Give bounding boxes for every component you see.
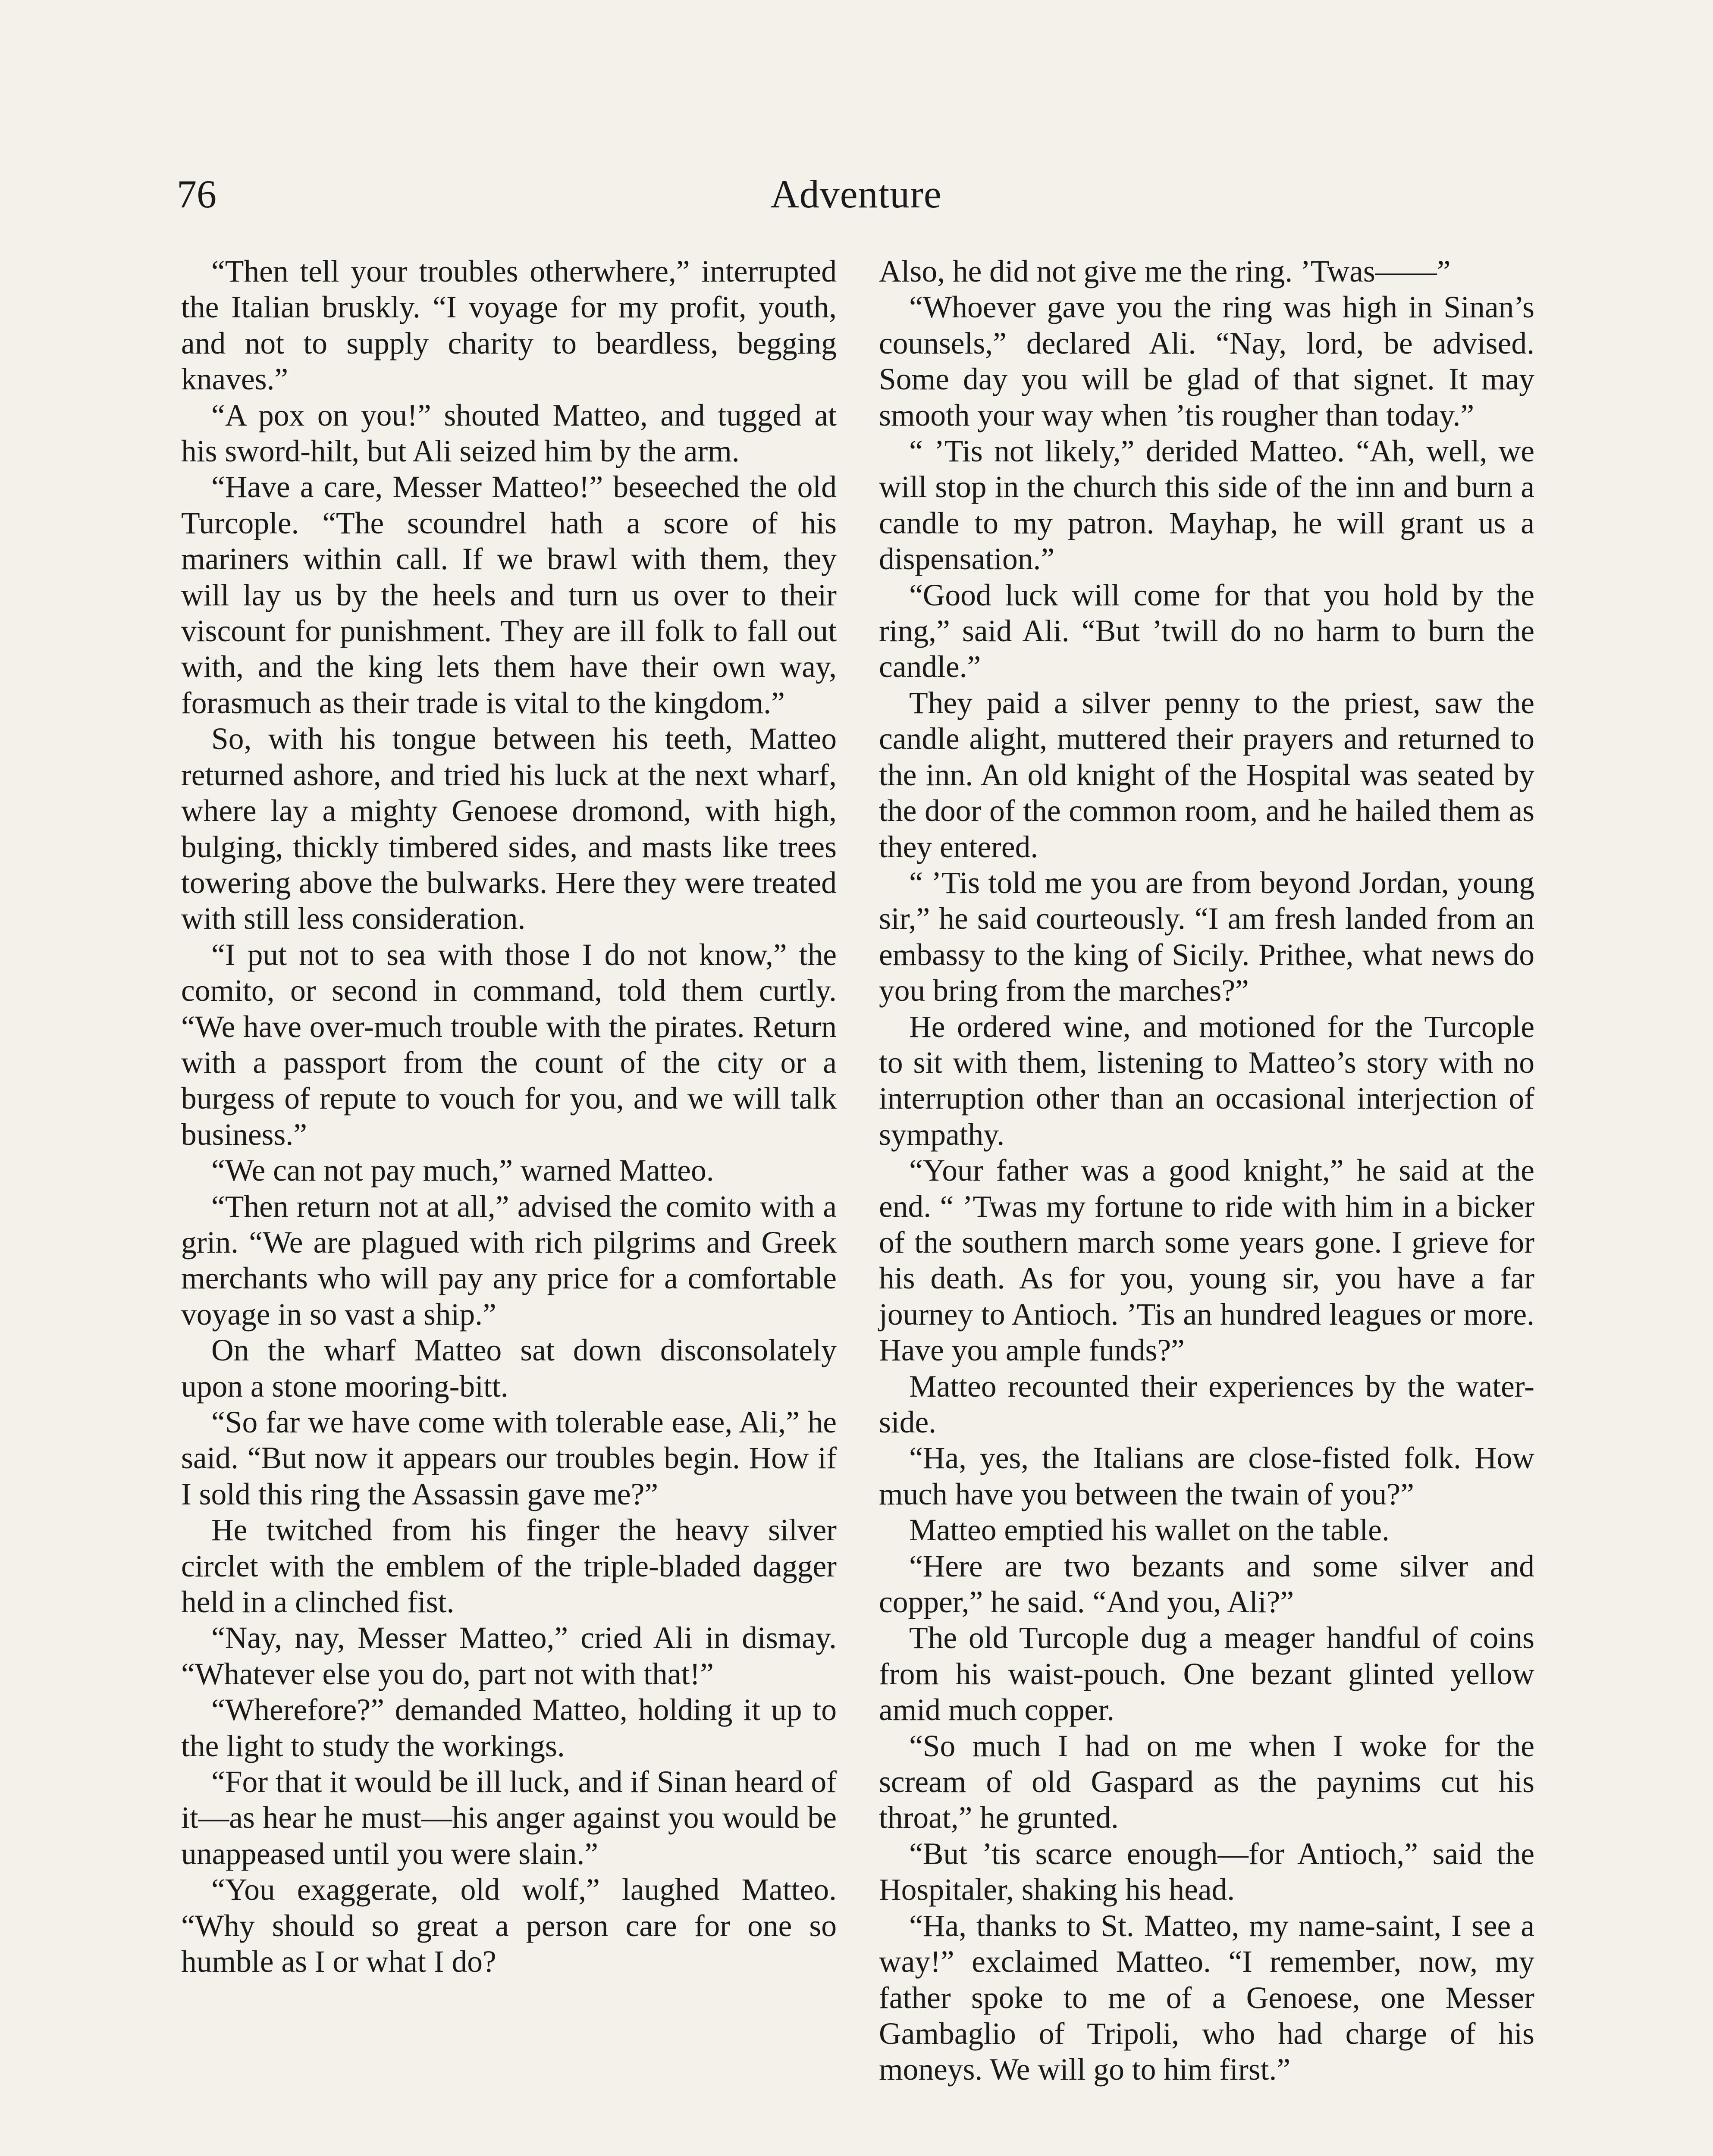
paragraph: “Then tell your troubles otherwhere,” interrupted the Italian bruskly. “I voyage for my profit, youth, and not to supply charity to beardless, begging knaves.” <box>181 254 837 397</box>
paragraph: “You exaggerate, old wolf,” laughed Matteo. “Why should so great a person care for one so humble as I or what I do? <box>181 1873 837 1979</box>
paragraph: “Have a care, Messer Matteo!” beseeched the old Turcople. “The scoundrel hath a score of his mariners within call. If we brawl with them, they will lay us by the heels and turn us over to their viscount for punishment. They are ill folk to fall out with, and the king lets them have their own way, forasmuch as their trade is vital to the kingdom.” <box>181 470 837 720</box>
paragraph: “Here are two bezants and some silver and copper,” he said. “And you, Ali?” <box>879 1549 1534 1620</box>
paragraph: Matteo emptied his wallet on the table. <box>909 1513 1390 1548</box>
paragraph: “So much I had on me when I woke for the scream of old Gaspard as the paynims cut his throat,” he grunted. <box>879 1729 1534 1835</box>
paragraph: So, with his tongue between his teeth, Matteo returned ashore, and tried his luck at the next wharf, where lay a mighty Genoese dromond, with high, bulging, thickly timbered sides, and masts like trees towering above the bulwarks. Here they were treated with still less consideration. <box>181 722 837 936</box>
page-header <box>177 170 1535 218</box>
running-title: Adventure <box>770 172 942 216</box>
page-number: 76 <box>177 172 216 216</box>
paragraph: “Your father was a good knight,” he said at the end. “ ’Twas my fortune to ride with him in a bicker of the southern march some years gone. I grieve for his death. As for you, young sir, you have a far journey to Antioch. ’Tis an hundred leagues or more. Have you ample funds?” <box>879 1153 1534 1368</box>
paragraph: “Nay, nay, Messer Matteo,” cried Ali in dismay. “Whatever else you do, part not with that!” <box>181 1621 837 1691</box>
paragraph: “A pox on you!” shouted Matteo, and tugged at his sword-hilt, but Ali seized him by the arm. <box>181 398 837 469</box>
paragraph: “For that it would be ill luck, and if Sinan heard of it—as hear he must—his anger against you would be unappeased until you were slain.” <box>181 1765 837 1871</box>
paragraph: “So far we have come with tolerable ease, Ali,” he said. “But now it appears our troubles begin. How if I sold this ring the Assassin gave me?” <box>181 1405 837 1511</box>
paragraph: The old Turcople dug a meager handful of coins from his waist-pouch. One bezant glinted yellow amid much copper. <box>879 1621 1534 1727</box>
text-column-left <box>181 254 837 1980</box>
paragraph: He twitched from his finger the heavy silver circlet with the emblem of the triple-bladed dagger held in a clinched fist. <box>181 1513 837 1620</box>
paragraph: “Wherefore?” demanded Matteo, holding it up to the light to study the workings. <box>181 1693 837 1763</box>
paragraph: “But ’tis scarce enough—for Antioch,” said the Hospitaler, shaking his head. <box>879 1836 1534 1907</box>
paragraph: On the wharf Matteo sat down disconsolately upon a stone mooring-bitt. <box>181 1333 837 1404</box>
paragraph: They paid a silver penny to the priest, saw the candle alight, muttered their prayers and returned to the inn. An old knight of the Hospital was seated by the door of the common room, and he hailed them as they entered. <box>879 686 1534 864</box>
paragraph-continued: Also, he did not give me the ring. ’Twas——” <box>879 254 1451 288</box>
paragraph: “ ’Tis not likely,” derided Matteo. “Ah, well, we will stop in the church this side of the inn and burn a candle to my patron. Mayhap, he will grant us a dispensation.” <box>879 434 1534 577</box>
text-column-right <box>879 254 1534 2088</box>
paragraph: “ ’Tis told me you are from beyond Jordan, young sir,” he said courteously. “I am fresh landed from an embassy to the king of Sicily. Prithee, what news do you bring from the marches?” <box>879 865 1534 1008</box>
paragraph: “Ha, yes, the Italians are close-fisted folk. How much have you between the twain of you?” <box>879 1441 1534 1511</box>
paragraph: “Good luck will come for that you hold by the ring,” said Ali. “But ’twill do no harm to burn the candle.” <box>879 578 1534 684</box>
paragraph: “Whoever gave you the ring was high in Sinan’s counsels,” declared Ali. “Nay, lord, be advised. Some day you will be glad of that signet. It may smooth your way when ’tis rougher than today.” <box>879 290 1534 432</box>
paragraph: “Ha, thanks to St. Matteo, my name-saint, I see a way!” exclaimed Matteo. “I remember, now, my father spoke to me of a Genoese, one Messer Gambaglio of Tripoli, who had charge of his moneys. We will go to him first.” <box>879 1908 1534 2087</box>
paragraph: “We can not pay much,” warned Matteo. <box>211 1153 714 1188</box>
paragraph: Matteo recounted their experiences by the water-side. <box>879 1369 1534 1439</box>
paragraph: “I put not to sea with those I do not know,” the comito, or second in command, told them curtly. “We have over-much trouble with the pirates. Return with a passport from the count of the city or a burgess of repute to vouch for you, and we will talk business.” <box>181 937 837 1152</box>
paragraph: “Then return not at all,” advised the comito with a grin. “We are plagued with rich pilgrims and Greek merchants who will pay any price for a comfortable voyage in so vast a ship.” <box>181 1189 837 1332</box>
paragraph: He ordered wine, and motioned for the Turcople to sit with them, listening to Matteo’s story with no interruption other than an occasional interjection of sympathy. <box>879 1009 1534 1152</box>
